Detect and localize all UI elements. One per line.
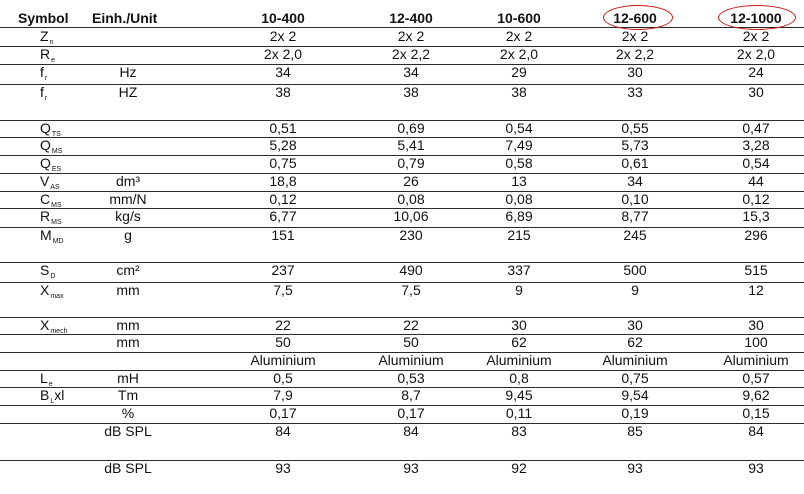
highlight-ellipse-12-1000 [718,5,796,30]
value-cell: 490 [399,262,423,278]
value-cell: 38 [403,84,419,100]
row-unit: dm³ [115,173,141,189]
value-cell: 24 [748,64,764,80]
value-cell: 12 [748,282,764,298]
value-cell: 3,28 [742,137,770,153]
value-cell: 0,79 [397,155,425,171]
value-cell: Aluminium [250,352,316,368]
value-cell: 0,53 [397,370,425,386]
value-cell: 0,12 [742,191,770,207]
symbol-letter: Q [40,155,51,171]
symbol-subscript: e [51,57,56,64]
value-cell: 6,77 [269,208,297,224]
value-cell: 9,54 [621,387,649,403]
value-cell: 215 [507,227,531,243]
value-cell: 0,08 [505,191,533,207]
value-cell: 7,5 [273,282,293,298]
table-row [0,191,804,209]
symbol-subscript: MS [51,148,63,155]
value-cell: 2x 2,0 [499,46,539,62]
value-cell: 92 [511,460,527,476]
value-cell: 2x 2 [505,28,533,44]
header-unit: Einh./Unit [92,10,158,26]
table-row [0,334,804,353]
row-unit: dB SPL [104,423,152,439]
value-cell: 15,3 [742,208,770,224]
value-cell: 0,12 [269,191,297,207]
value-cell: 0,15 [742,405,770,421]
row-unit: cm² [116,262,140,278]
value-cell: 0,55 [621,120,649,136]
value-cell: 230 [399,227,423,243]
table-row [0,387,804,406]
row-unit: mH [117,370,139,386]
value-cell: 30 [627,317,643,333]
value-cell: 34 [627,173,643,189]
value-cell: 0,11 [505,405,533,421]
value-cell: 93 [627,460,643,476]
value-cell: 30 [627,64,643,80]
value-cell: 93 [403,460,419,476]
row-symbol [40,282,64,298]
value-cell: 44 [748,173,764,189]
value-cell: 62 [511,334,527,350]
symbol-letter: C [40,191,51,207]
symbol-letter: R [40,46,51,62]
row-symbol [40,405,41,421]
value-cell: 515 [744,262,768,278]
value-cell: 0,5 [273,370,293,386]
header-model-3: 10-600 [497,10,541,26]
table-header-row [0,10,804,28]
row-symbol [40,120,61,136]
value-cell: Aluminium [723,352,789,368]
value-cell: 9 [515,282,523,298]
value-cell: 7,9 [273,387,293,403]
value-cell: 0,75 [269,155,297,171]
value-cell: 38 [511,84,527,100]
row-symbol [40,46,55,62]
value-cell: 62 [627,334,643,350]
row-symbol [40,173,60,189]
value-cell: 0,17 [269,405,297,421]
symbol-subscript: TS [51,131,61,138]
row-unit: mm [116,282,140,298]
row-symbol [40,352,41,368]
row-symbol [40,28,53,44]
value-cell: 9,45 [505,387,533,403]
table-row [0,460,804,486]
symbol-subscript: ES [51,166,62,173]
value-cell: 0,47 [742,120,770,136]
value-cell: 2x 2 [269,28,297,44]
row-unit: HZ [118,84,138,100]
value-cell: 33 [627,84,643,100]
symbol-letter: f [40,64,44,80]
row-symbol [40,370,53,386]
value-cell: 0,61 [621,155,649,171]
row-symbol [40,317,67,333]
value-cell: 50 [275,334,291,350]
value-cell: 8,77 [621,208,649,224]
symbol-letter: R [40,208,51,224]
value-cell: 2x 2,0 [263,46,303,62]
header-model-4: 12-600 [613,10,657,26]
value-cell: 84 [748,423,764,439]
value-cell: 50 [403,334,419,350]
value-cell: 0,17 [397,405,425,421]
header-model-5: 12-1000 [730,10,782,26]
row-symbol [40,460,41,476]
symbol-subscript: r [44,75,48,82]
value-cell: 30 [511,317,527,333]
value-cell: 22 [403,317,419,333]
value-cell: 5,73 [621,137,649,153]
value-cell: Aluminium [378,352,444,368]
value-cell: 9,62 [742,387,770,403]
symbol-tail: xl [54,387,65,403]
symbol-letter: Q [40,120,51,136]
value-cell: 500 [623,262,647,278]
value-cell: 5,41 [397,137,425,153]
table-row [0,84,804,121]
value-cell: 13 [511,173,527,189]
value-cell: 2x 2,0 [736,46,776,62]
value-cell: 10,06 [393,208,429,224]
value-cell: 22 [275,317,291,333]
symbol-letter: Z [40,28,49,44]
value-cell: 0,08 [397,191,425,207]
table-row [0,352,804,371]
row-symbol [40,262,55,278]
value-cell: 2x 2 [621,28,649,44]
table-row [0,208,804,228]
value-cell: 85 [627,423,643,439]
symbol-letter: X [40,282,50,298]
value-cell: 84 [403,423,419,439]
symbol-letter: M [40,227,52,243]
value-cell: 18,8 [269,173,297,189]
value-cell: Aluminium [602,352,668,368]
value-cell: 38 [275,84,291,100]
row-unit: mm [116,334,140,350]
header-symbol: Symbol [18,10,69,26]
value-cell: 0,54 [505,120,533,136]
row-unit: Tm [117,387,139,403]
value-cell: 7,49 [505,137,533,153]
table-row [0,405,804,424]
value-cell: 0,54 [742,155,770,171]
table-row [0,64,804,85]
symbol-subscript: mech [50,328,68,335]
value-cell: 296 [744,227,768,243]
table-row [0,120,804,138]
table-row [0,155,804,174]
value-cell: 26 [403,173,419,189]
symbol-letter: Q [40,137,51,153]
value-cell: 337 [507,262,531,278]
table-row [0,227,804,263]
value-cell: 0,19 [621,405,649,421]
symbol-letter: L [40,370,48,386]
value-cell: 0,58 [505,155,533,171]
row-unit: % [121,405,135,421]
symbol-letter: f [40,84,44,100]
row-symbol [40,64,47,80]
symbol-subscript: MS [51,202,62,209]
value-cell: Aluminium [486,352,552,368]
value-cell: 2x 2,2 [615,46,655,62]
row-symbol [40,387,64,403]
value-cell: 245 [623,227,647,243]
table-row [0,423,804,461]
symbol-subscript: MD [52,238,64,245]
value-cell: 30 [748,84,764,100]
value-cell: 0,8 [509,370,529,386]
value-cell: 9 [631,282,639,298]
value-cell: 93 [275,460,291,476]
value-cell: 0,69 [397,120,425,136]
symbol-subscript: e [48,381,53,388]
row-symbol [40,227,64,243]
table-row [0,262,804,283]
symbol-subscript: D [50,273,56,280]
row-symbol [40,423,41,439]
value-cell: 2x 2,2 [391,46,431,62]
value-cell: 93 [748,460,764,476]
row-unit: kg/s [115,208,141,224]
value-cell: 6,89 [505,208,533,224]
value-cell: 151 [271,227,295,243]
table-row [0,282,804,318]
value-cell: 7,5 [401,282,421,298]
value-cell: 34 [275,64,291,80]
value-cell: 0,51 [269,120,297,136]
value-cell: 0,57 [742,370,770,386]
value-cell: 0,75 [621,370,649,386]
value-cell: 29 [511,64,527,80]
value-cell: 2x 2 [742,28,770,44]
symbol-subscript: n [49,39,54,46]
value-cell: 237 [271,262,295,278]
value-cell: 2x 2 [397,28,425,44]
value-cell: 83 [511,423,527,439]
row-symbol [40,84,47,100]
table-row [0,317,804,335]
row-unit: dB SPL [104,460,152,476]
header-model-2: 12-400 [389,10,433,26]
value-cell: 0,10 [621,191,649,207]
value-cell: 30 [748,317,764,333]
value-cell: 5,28 [269,137,297,153]
table-row [0,28,804,47]
row-unit: mm/N [109,191,147,207]
table-row [0,137,804,156]
highlight-ellipse-12-600 [603,5,673,30]
symbol-letter: S [40,262,50,278]
row-unit: Hz [119,64,137,80]
header-model-1: 10-400 [261,10,305,26]
symbol-subscript: r [44,95,48,102]
symbol-subscript: AS [50,184,60,191]
value-cell: 84 [275,423,291,439]
row-unit: g [124,227,132,243]
symbol-letter: B [40,387,50,403]
symbol-subscript: L [50,398,55,405]
symbol-subscript: MS [51,219,62,226]
value-cell: 8,7 [401,387,421,403]
symbol-letter: X [40,317,50,333]
row-symbol [40,155,61,171]
symbol-subscript: max [50,293,64,300]
row-symbol [40,191,62,207]
row-unit: mm [116,317,140,333]
row-symbol [40,137,62,153]
value-cell: 34 [403,64,419,80]
table-row [0,370,804,388]
table-row [0,46,804,65]
table-row [0,173,804,192]
value-cell: 100 [744,334,768,350]
row-symbol [40,334,41,350]
row-symbol [40,208,62,224]
symbol-letter: V [40,173,50,189]
